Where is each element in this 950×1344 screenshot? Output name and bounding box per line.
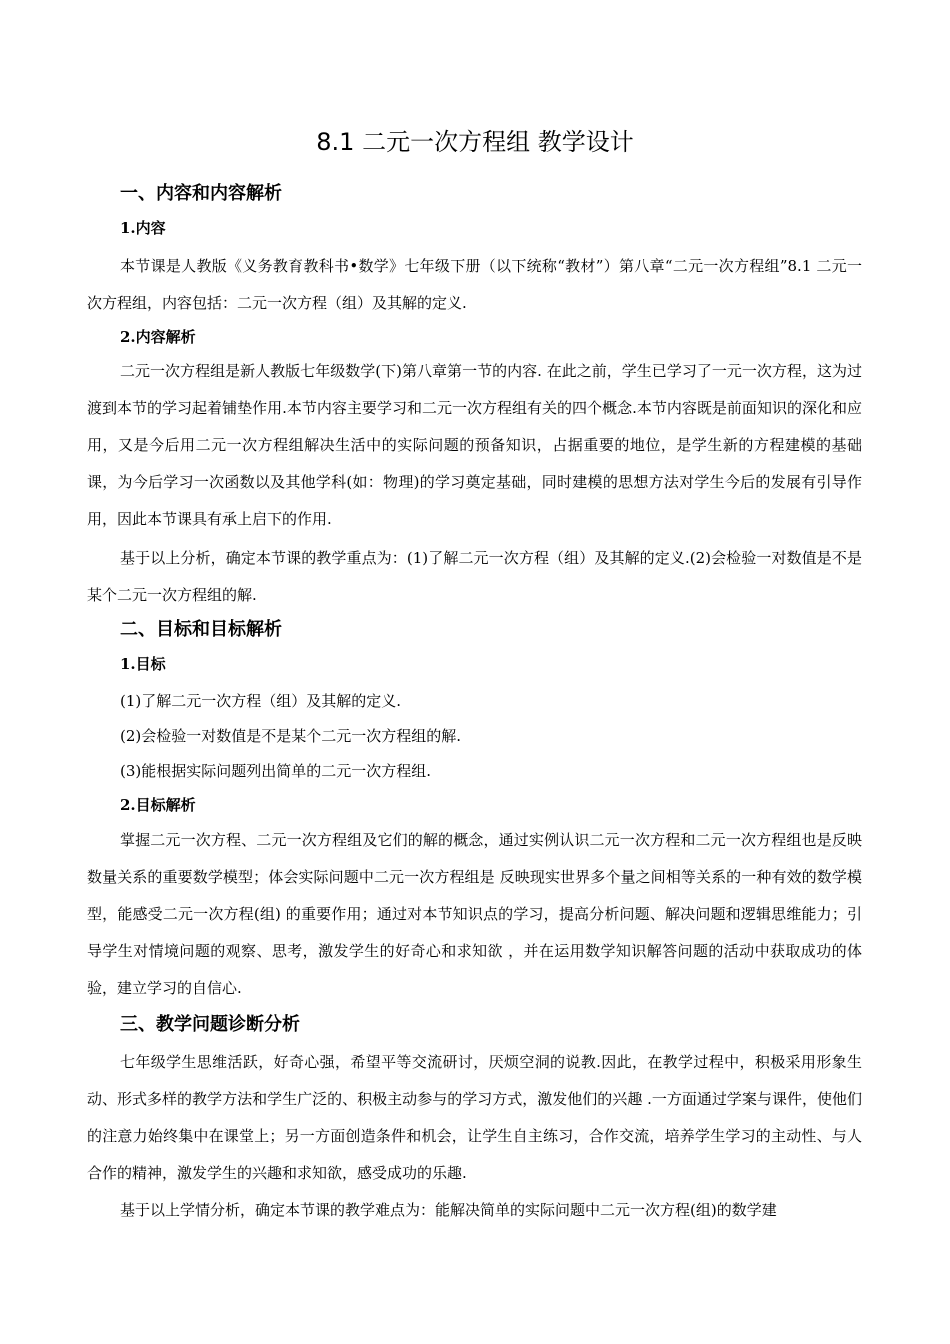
subheading-goal-analysis: 2.目标解析 [120, 796, 196, 814]
paragraph-key-points: 基于以上分析，确定本节课的教学重点为：(1)了解二元一次方程（组）及其解的定义.(2)会检验一对数值是不是某个二元一次方程组的解. [87, 549, 862, 604]
section-heading-content: 一、内容和内容解析 [120, 183, 282, 204]
section-heading-diagnosis: 三、教学问题诊断分析 [120, 1014, 300, 1035]
subheading-goals: 1.目标 [120, 655, 166, 673]
goal-item: (2)会检验一对数值是不是某个二元一次方程组的解. [120, 727, 462, 745]
goal-item: (1)了解二元一次方程（组）及其解的定义. [120, 692, 402, 710]
document-title: 8.1 二元一次方程组 教学设计 [316, 128, 634, 156]
goal-item: (3)能根据实际问题列出简单的二元一次方程组. [120, 762, 432, 780]
paragraph-content-analysis: 二元一次方程组是新人教版七年级数学(下)第八章第一节的内容. 在此之前，学生已学习了一元一次方程，这为过渡到本节的学习起着铺垫作用.本节内容主要学习和二元一次方程组有关的四个概念.本节内容既是前面知识的深化和应用，又是今后用二元一次方程组解决生活中的实际问题的预备知识，占据重要的地位，是学生新的方程建模的基础课，为今后学习一次函数以及其他学科(如：物理)的学习奠定基础，同时建模的思想方法对学生今后的发展有引导作用，因此本节课具有承上启下的作用. [87, 362, 862, 528]
paragraph-difficulty: 基于以上学情分析，确定本节课的教学难点为：能解决简单的实际问题中二元一次方程(组)的数学建 [120, 1201, 777, 1219]
paragraph-goal-analysis: 掌握二元一次方程、二元一次方程组及它们的解的概念，通过实例认识二元一次方程和二元一次方程组也是反映数量关系的重要数学模型；体会实际问题中二元一次方程组是 反映现实世界多个量之间相等关系的一种有效的数学模型，能感受二元一次方程(组) 的重要作用；通过对本节知识点的学习，提高分析问题、解决问题和逻辑思维能力；引导学生对情境问题的观察、思考，激发学生的好奇心和求知欲 ，并在运用数学知识解答问题的活动中获取成功的体验，建立学习的自信心. [87, 831, 862, 997]
paragraph-diagnosis: 七年级学生思维活跃，好奇心强，希望平等交流研讨，厌烦空洞的说教.因此，在教学过程中，积极采用形象生动、形式多样的教学方法和学生广泛的、积极主动参与的学习方式，激发他们的兴趣 .一方面通过学案与课件，使他们的注意力始终集中在课堂上；另一方面创造条件和机会，让学生自主练习，合作交流，培养学生学习的主动性、与人合作的精神，激发学生的兴趣和求知欲，感受成功的乐趣. [87, 1053, 862, 1182]
section-heading-goals: 二、目标和目标解析 [120, 619, 282, 640]
subheading-content-analysis: 2.内容解析 [120, 328, 196, 346]
paragraph-content: 本节课是人教版《义务教育教科书•数学》七年级下册（以下统称“教材”）第八章“二元一次方程组”8.1 二元一次方程组，内容包括：二元一次方程（组）及其解的定义. [87, 257, 862, 312]
subheading-content: 1.内容 [120, 219, 166, 237]
